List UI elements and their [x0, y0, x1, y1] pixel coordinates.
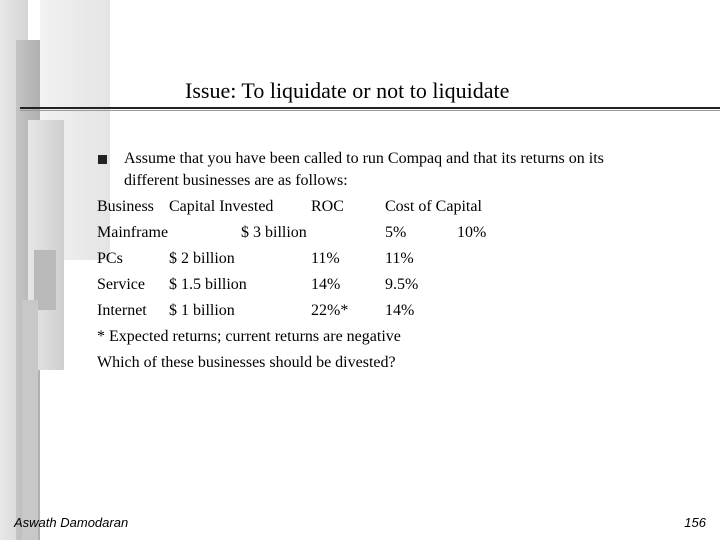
bullet-text-line: different businesses are as follows:	[124, 172, 348, 189]
footer-author: Aswath Damodaran	[14, 515, 129, 530]
cell-cost: 11%	[385, 250, 414, 267]
decorative-bar	[22, 300, 38, 540]
cell-business: Mainframe	[97, 224, 169, 241]
header-roc: ROC	[311, 198, 344, 215]
cell-roc: 11%	[311, 250, 340, 267]
cell-business: PCs	[97, 250, 123, 267]
cell-roc: 14%	[311, 276, 341, 293]
cell-roc: 22%*	[311, 302, 349, 319]
header-business: Business	[97, 198, 154, 215]
bullet-text-line: Assume that you have been called to run Compaq and that its returns on its	[124, 150, 604, 167]
cell-capital: $ 2 billion	[169, 250, 235, 267]
title-divider-shadow	[20, 110, 720, 111]
bullet-square-icon	[98, 155, 107, 164]
cell-extra: 10%	[457, 224, 487, 241]
cell-cost: 14%	[385, 302, 415, 319]
header-cost-of-capital: Cost of Capital	[385, 198, 482, 215]
cell-cost: 5%	[385, 224, 407, 241]
cell-cost: 9.5%	[385, 276, 419, 293]
cell-business: Internet	[97, 302, 147, 319]
cell-capital: $ 1.5 billion	[169, 276, 247, 293]
cell-capital: $ 1 billion	[169, 302, 235, 319]
slide-title: Issue: To liquidate or not to liquidate	[185, 78, 510, 103]
page-number: 156	[684, 515, 706, 530]
question-text: Which of these businesses should be divested?	[97, 354, 396, 371]
cell-capital: $ 3 billion	[241, 224, 307, 241]
title-divider	[20, 107, 720, 109]
footnote: * Expected returns; current returns are negative	[97, 328, 401, 345]
cell-business: Service	[97, 276, 145, 293]
header-capital-invested: Capital Invested	[169, 198, 274, 215]
